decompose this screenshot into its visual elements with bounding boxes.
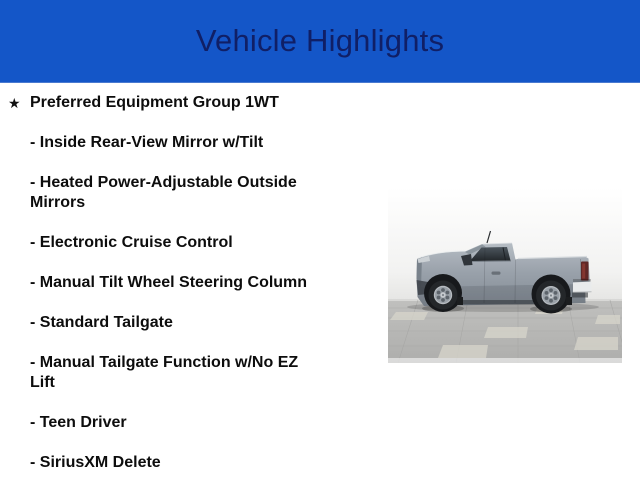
truck-illustration bbox=[388, 187, 622, 363]
feature-item: - Teen Driver bbox=[30, 414, 127, 431]
feature-item: - Heated Power-Adjustable Outside Mirrors bbox=[30, 174, 297, 211]
feature-item: - Manual Tailgate Function w/No EZ Lift bbox=[30, 354, 299, 391]
feature-item: - Manual Tilt Wheel Steering Column bbox=[30, 274, 308, 291]
front-wheel bbox=[429, 281, 458, 310]
feature-item: - Standard Tailgate bbox=[30, 314, 173, 331]
feature-item: - Electronic Cruise Control bbox=[30, 234, 233, 251]
door-handle bbox=[492, 272, 501, 275]
rear-bumper bbox=[573, 282, 592, 293]
header-bar bbox=[0, 0, 640, 83]
primary-feature-label: Preferred Equipment Group 1WT bbox=[30, 94, 279, 111]
features-list bbox=[8, 93, 330, 473]
feature-item: - Inside Rear-View Mirror w/Tilt bbox=[30, 134, 264, 151]
rear-wheel bbox=[536, 281, 566, 311]
star-icon: ★ bbox=[8, 95, 21, 111]
features-list-items bbox=[8, 133, 330, 473]
page-title: Vehicle Highlights bbox=[195, 23, 445, 58]
vehicle-photo bbox=[388, 187, 622, 363]
primary-feature bbox=[8, 93, 330, 113]
feature-item: - SiriusXM Delete bbox=[30, 454, 161, 471]
